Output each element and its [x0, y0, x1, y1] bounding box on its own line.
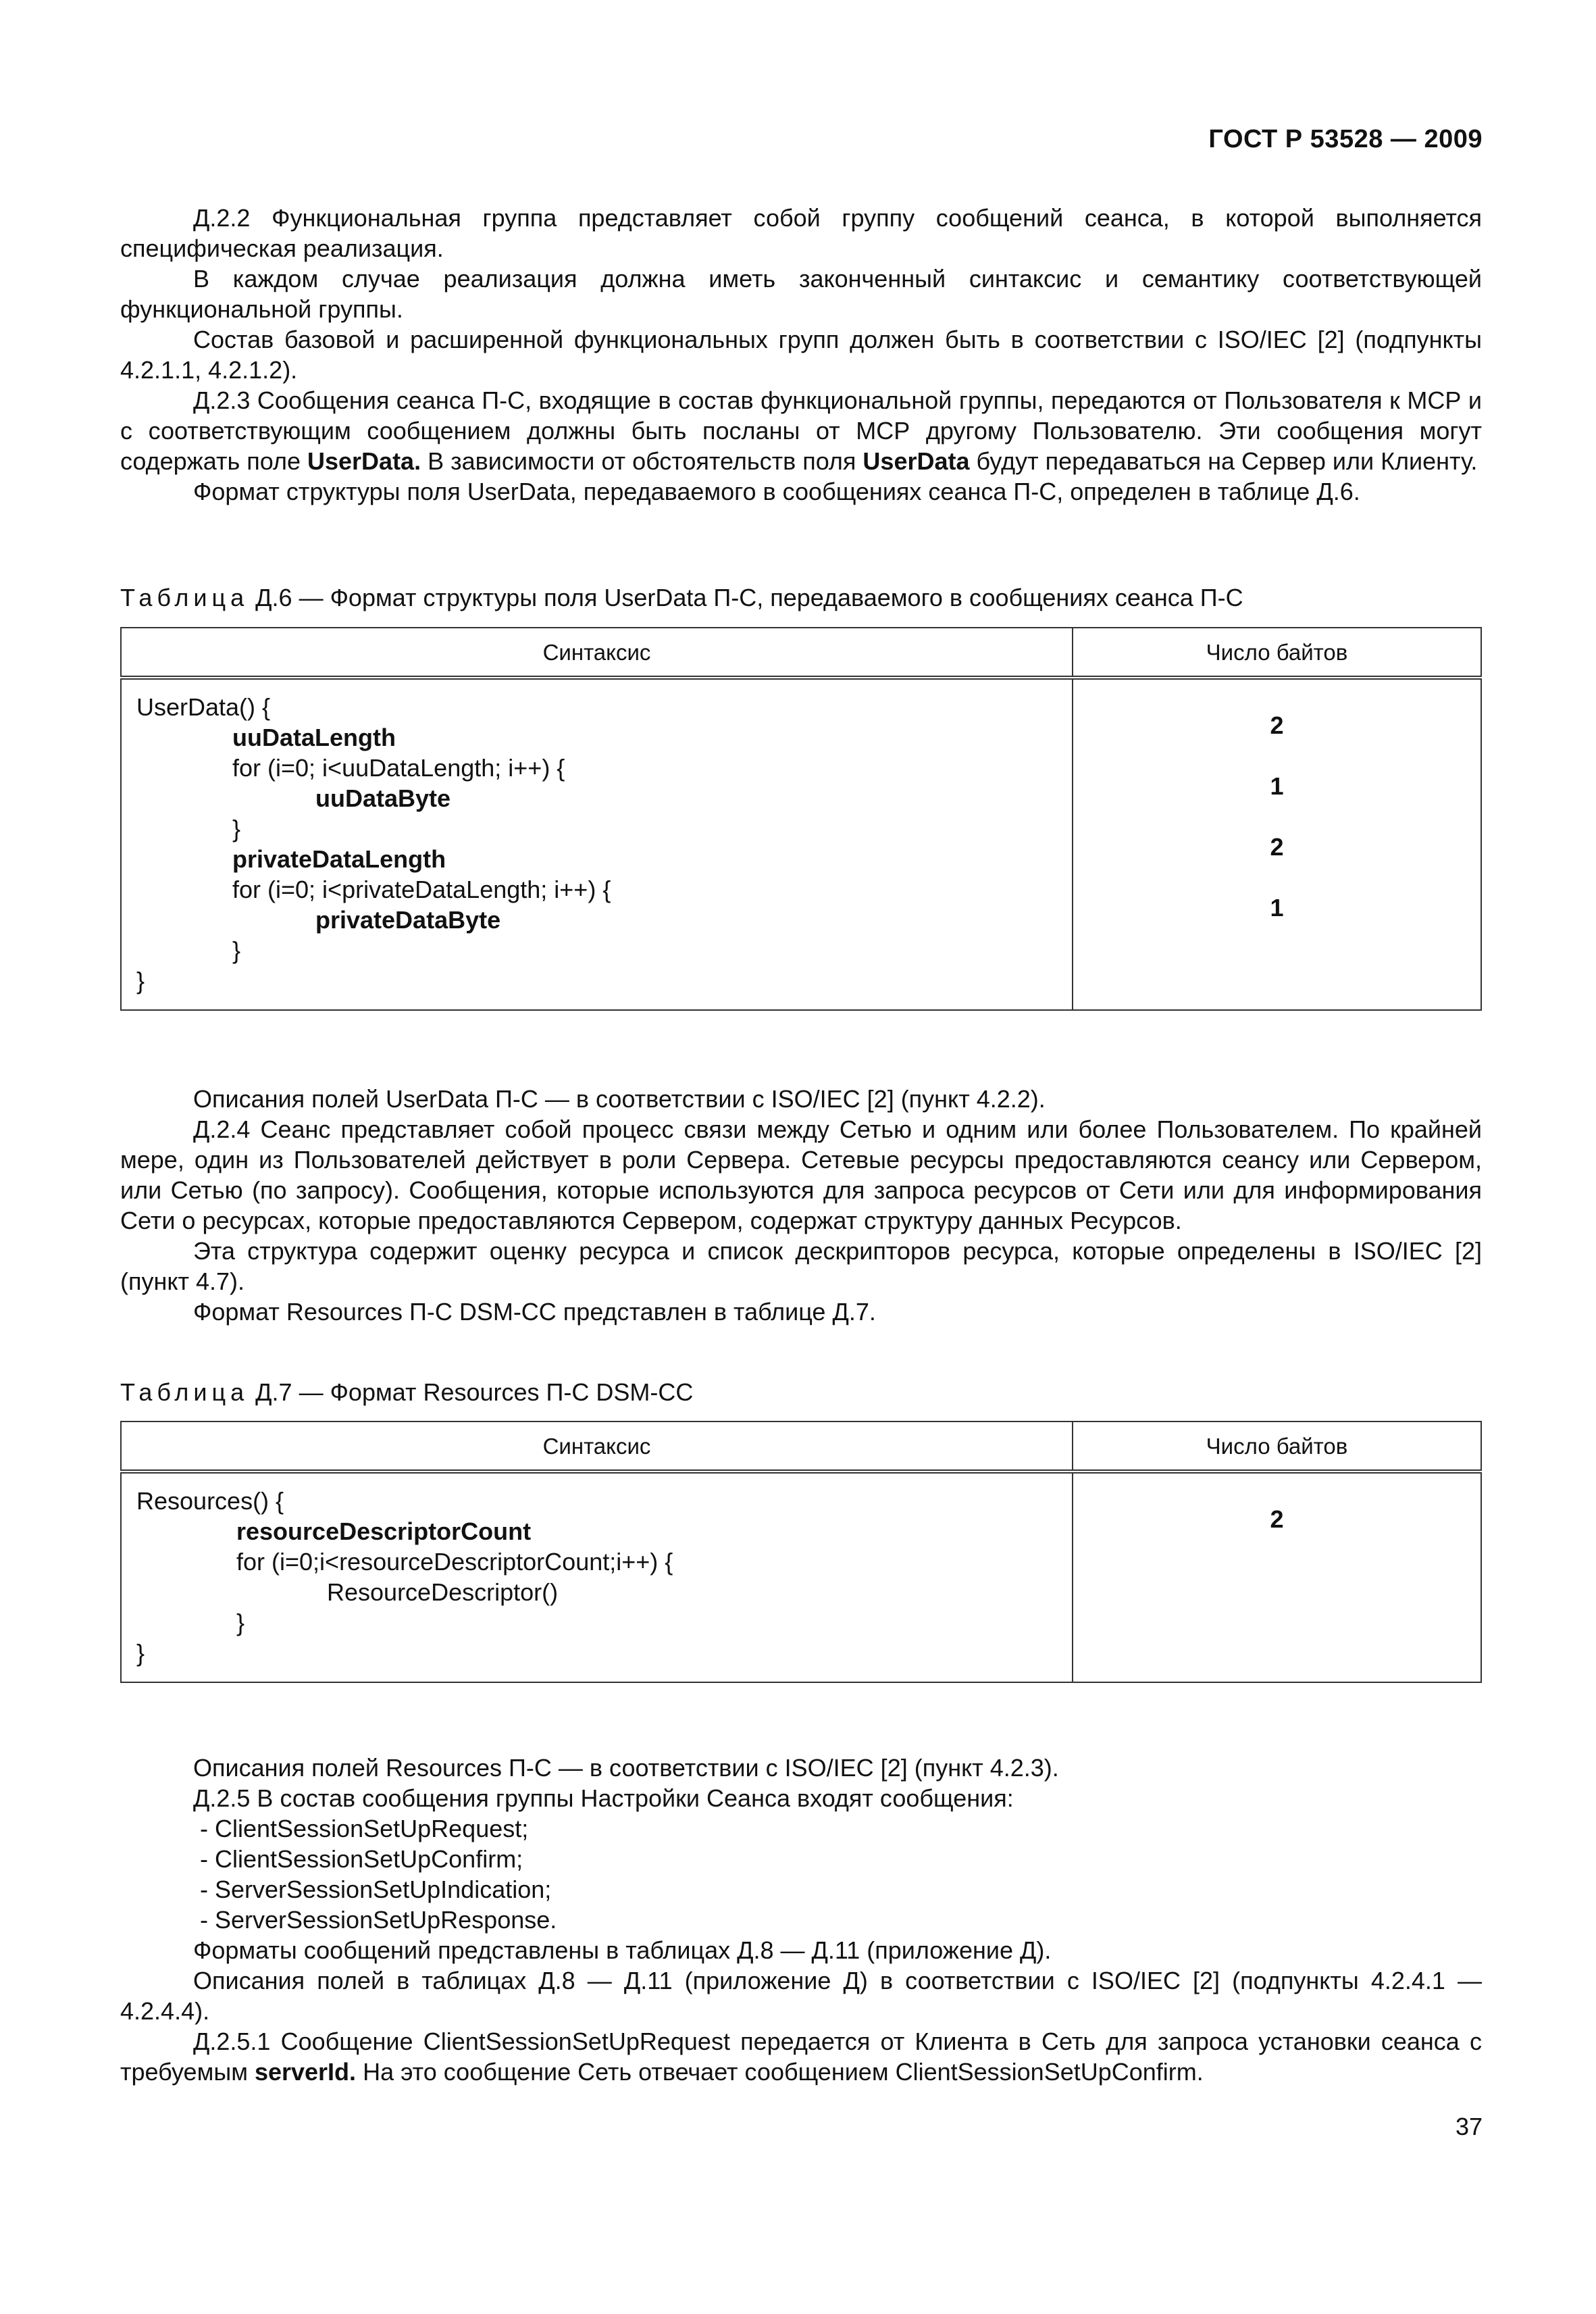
code-line: privateDataLength [232, 845, 446, 873]
table6-caption [120, 582, 1482, 613]
table7-header-syntax: Синтаксис [121, 1422, 1073, 1472]
code-line: } [136, 1639, 145, 1667]
table7-bytes-cell [1073, 1472, 1481, 1682]
message-list [120, 1813, 1482, 1935]
paragraph-d23-text-3: будут передаваться на Сервер или Клиенту. [969, 447, 1478, 475]
paragraph-d24: Д.2.4 Сеанс представляет собой процесс связи между Сетью и одним или более Пользователем. По крайней мере, один из Пользователей действует в роли Сервера. Сетевые ресурсы предоставляются сеансу или Сервером, или Сетью (по запросу). Сообщения, которые используются для запроса ресурсов от Сети или для информирования Сети о ресурсах, которые предоставляются Сервером, содержат структуру данных Ресурсов. [120, 1115, 1482, 1234]
byte-count [1073, 1565, 1481, 1595]
table6-header-bytes: Число байтов [1073, 628, 1481, 678]
byte-count [1073, 680, 1481, 710]
paragraph-table7-ref: Формат Resources П-С DSM-CC представлен в таблице Д.7. [193, 1298, 876, 1326]
paragraph-d251 [120, 2026, 1482, 2087]
section-d22-d23 [120, 203, 1482, 507]
userdata-bold-2: UserData [863, 447, 970, 475]
paragraph-structure: Эта структура содержит оценку ресурса и список дескрипторов ресурса, которые определены в ISO/IEC [2] (пункт 4.7). [120, 1237, 1482, 1295]
paragraph-d25: Д.2.5 В состав сообщения группы Настройки Сеанса входят сообщения: [193, 1784, 1014, 1812]
table7-header-bytes: Число байтов [1073, 1422, 1481, 1472]
byte-count [1073, 740, 1481, 771]
paragraph-group-composition: Состав базовой и расширенной функциональных групп должен быть в соответствии с ISO/IEC [2] (подпункты 4.2.1.1, 4.2.1.2). [120, 326, 1482, 384]
page-number: 37 [1455, 2113, 1483, 2140]
table6-syntax-cell [121, 678, 1073, 1010]
byte-count [1073, 1474, 1481, 1504]
paragraph-syntax-semantics: В каждом случае реализация должна иметь законченный синтаксис и семантику соответствующей функциональной группы. [120, 265, 1482, 323]
code-line: for (i=0; i<privateDataLength; i++) { [232, 876, 611, 903]
code-line: uuDataByte [315, 784, 451, 812]
table-d7 [120, 1421, 1482, 1683]
paragraph-d22: Д.2.2 Функциональная группа представляет собой группу сообщений сеанса, в которой выполняется специфическая реализация. [120, 204, 1482, 262]
table-d6 [120, 627, 1482, 1011]
byte-count [1073, 953, 1481, 984]
code-line: } [232, 936, 241, 964]
code-line: ResourceDescriptor() [327, 1578, 559, 1606]
byte-count [1073, 1534, 1481, 1565]
table6-caption-text: Д.6 — Формат структуры поля UserData П-С, передаваемого в сообщениях сеанса П-С [249, 584, 1243, 611]
table6-body-row [121, 678, 1481, 1010]
paragraph-userdata-desc: Описания полей UserData П-С — в соответствии с ISO/IEC [2] (пункт 4.2.2). [193, 1085, 1046, 1113]
code-line: UserData() { [136, 693, 271, 721]
byte-count: 1 [1270, 772, 1284, 800]
paragraph-field-desc: Описания полей в таблицах Д.8 — Д.11 (приложение Д) в соответствии с ISO/IEC [2] (подпункты 4.2.4.1 — 4.2.4.4). [120, 1967, 1482, 2025]
byte-count [1073, 1595, 1481, 1626]
table6-header-syntax: Синтаксис [121, 628, 1073, 678]
paragraph-d23-text-2: В зависимости от обстоятельств поля [421, 447, 863, 475]
byte-count [1073, 862, 1481, 892]
byte-count: 2 [1270, 711, 1284, 739]
table6-caption-word: Таблица [120, 584, 249, 611]
code-line: resourceDescriptorCount [236, 1517, 532, 1545]
byte-count: 2 [1270, 833, 1284, 861]
section-d25 [120, 1753, 1482, 2087]
code-line: Resources() { [136, 1487, 284, 1515]
table7-header-row [121, 1422, 1481, 1472]
paragraph-resources-desc: Описания полей Resources П-С — в соответствии с ISO/IEC [2] (пункт 4.2.3). [193, 1754, 1059, 1782]
paragraph-formats: Форматы сообщений представлены в таблицах Д.8 — Д.11 (приложение Д). [193, 1936, 1052, 1964]
code-line: } [232, 815, 241, 842]
paragraph-d23-text-1: Д.2.3 Сообщения сеанса П-С, входящие в состав функциональной группы, передаются от Пользователя к МСР и с соответствующим сообщением должны быть посланы от МСР другому Пользователю. Эти сообщения могут содержать поле [120, 386, 1482, 475]
code-line: for (i=0;i<resourceDescriptorCount;i++) { [236, 1548, 673, 1576]
code-line: uuDataLength [232, 724, 396, 751]
userdata-bold-1: UserData. [307, 447, 421, 475]
byte-count: 2 [1270, 1505, 1284, 1533]
paragraph-d251-text-2: На это сообщение Сеть отвечает сообщением ClientSessionSetUpConfirm. [356, 2058, 1204, 2086]
byte-count [1073, 923, 1481, 953]
document-code-header: ГОСТ Р 53528 — 2009 [1208, 125, 1483, 153]
table7-syntax-cell [121, 1472, 1073, 1682]
table7-caption-text: Д.7 — Формат Resources П-С DSM-CC [249, 1378, 694, 1406]
table6-bytes-cell [1073, 678, 1481, 1010]
list-item: - ClientSessionSetUpConfirm; [200, 1845, 523, 1873]
table7-caption [120, 1377, 1482, 1407]
paragraph-d23 [120, 385, 1482, 476]
byte-count [1073, 1626, 1481, 1656]
paragraph-d251-text-1: Д.2.5.1 Сообщение ClientSessionSetUpRequest передается от Клиента в Сеть для запроса установки сеанса с требуемым [120, 2028, 1482, 2086]
byte-count [1073, 801, 1481, 832]
table7-caption-word: Таблица [120, 1378, 249, 1406]
code-line: for (i=0; i<uuDataLength; i++) { [232, 754, 565, 782]
table6-header-row [121, 628, 1481, 678]
paragraph-table6-ref: Формат структуры поля UserData, передаваемого в сообщениях сеанса П-С, определен в таблице Д.6. [193, 478, 1360, 505]
table7-body-row [121, 1472, 1481, 1682]
code-line: } [236, 1609, 245, 1636]
serverid-bold: serverId. [254, 2058, 357, 2086]
code-line: } [136, 967, 145, 995]
code-line: privateDataByte [315, 906, 501, 934]
list-item: - ClientSessionSetUpRequest; [200, 1815, 529, 1842]
list-item: - ServerSessionSetUpResponse. [200, 1906, 557, 1934]
list-item: - ServerSessionSetUpIndication; [200, 1876, 552, 1903]
section-d24 [120, 1084, 1482, 1327]
byte-count: 1 [1270, 894, 1284, 922]
